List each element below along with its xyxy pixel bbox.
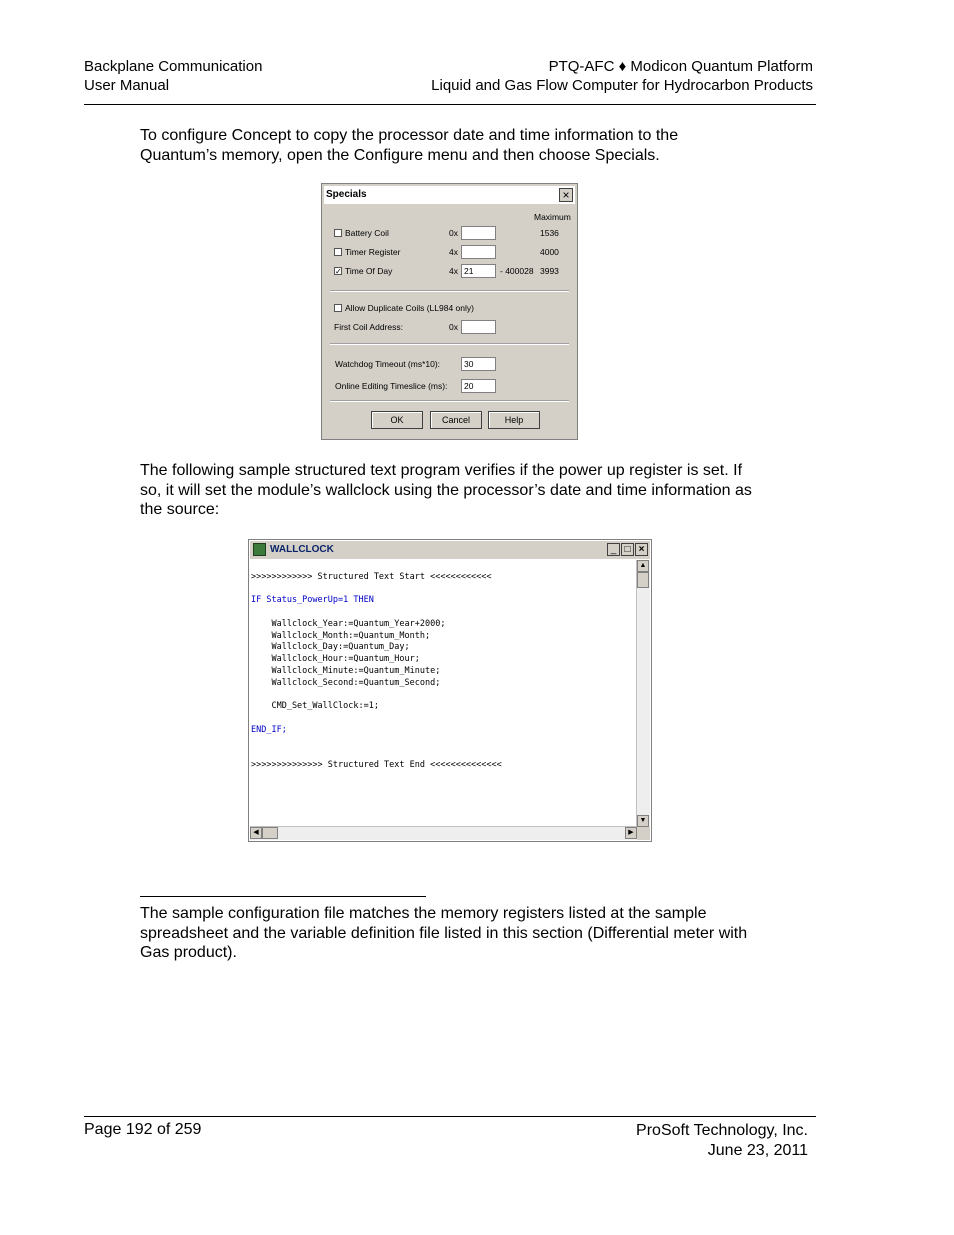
- allow-duplicate-checkbox[interactable]: [334, 304, 342, 312]
- ok-button[interactable]: OK: [371, 411, 423, 429]
- timer-register-checkbox[interactable]: [334, 248, 342, 256]
- code-line: END_IF;: [251, 724, 287, 735]
- specials-dialog: [321, 183, 578, 440]
- footer-right: [636, 1121, 808, 1160]
- scroll-up-icon[interactable]: ▲: [637, 560, 649, 572]
- header-product-desc: Liquid and Gas Flow Computer for Hydrocarbon Products: [431, 77, 813, 94]
- wallclock-title: WALLCLOCK: [270, 544, 334, 555]
- battery-coil-input[interactable]: [461, 226, 496, 240]
- cancel-button[interactable]: Cancel: [430, 411, 482, 429]
- timer-register-input[interactable]: [461, 245, 496, 259]
- header-rule: [84, 104, 816, 105]
- code-line: >>>>>>>>>>>> Structured Text Start <<<<<<<<<<<<: [251, 571, 492, 582]
- scroll-down-icon[interactable]: ▼: [637, 815, 649, 827]
- horizontal-scrollbar[interactable]: [250, 826, 637, 840]
- specials-title-bar: [324, 186, 575, 204]
- scroll-left-icon[interactable]: ◀: [250, 827, 262, 839]
- header-doc-type: User Manual: [84, 77, 170, 94]
- close-icon[interactable]: ×: [635, 543, 648, 556]
- separator: [330, 290, 569, 292]
- maximum-header: Maximum: [534, 212, 571, 222]
- first-coil-prefix: 0x: [449, 322, 458, 332]
- help-button[interactable]: Help: [488, 411, 540, 429]
- maximize-icon[interactable]: □: [621, 543, 634, 556]
- timer-register-label: Timer Register: [345, 247, 401, 257]
- vertical-scrollbar[interactable]: [636, 560, 650, 827]
- header-left: [84, 57, 262, 95]
- time-of-day-checkbox[interactable]: ✓: [335, 267, 342, 276]
- time-of-day-input[interactable]: 21: [461, 264, 496, 278]
- code-line: IF Status_PowerUp=1 THEN: [251, 595, 374, 606]
- scroll-thumb[interactable]: [637, 572, 649, 588]
- wallclock-title-bar: [250, 541, 650, 559]
- code-line: Wallclock_Minute:=Quantum_Minute;: [251, 665, 441, 676]
- first-coil-input[interactable]: [461, 320, 496, 334]
- code-line: [251, 689, 502, 701]
- footnote-paragraph: The sample configuration file matches the memory registers listed at the sample spreadsheet and the variable definition file listed in this section (Differential meter with Gas product).: [140, 905, 748, 961]
- code-line: Wallclock_Month:=Quantum_Month;: [251, 630, 431, 641]
- program-icon: [253, 543, 266, 556]
- code-line: Wallclock_Hour:=Quantum_Hour;: [251, 654, 420, 664]
- code-line: Wallclock_Year:=Quantum_Year+2000;: [251, 618, 446, 629]
- code-line: CMD_Set_WallClock:=1;: [251, 701, 379, 711]
- separator: [330, 343, 569, 345]
- separator: [330, 400, 569, 402]
- online-editing-input[interactable]: 20: [461, 379, 496, 393]
- battery-coil-checkbox[interactable]: [334, 229, 342, 237]
- footnote-rule: [140, 896, 426, 897]
- page-number: Page 192 of 259: [84, 1121, 202, 1138]
- scroll-right-icon[interactable]: ▶: [625, 827, 637, 839]
- online-editing-label: Online Editing Timeslice (ms):: [335, 381, 448, 391]
- code-editor[interactable]: [251, 560, 502, 795]
- header-section-title: Backplane Communication: [84, 58, 263, 75]
- watchdog-label: Watchdog Timeout (ms*10):: [335, 359, 441, 369]
- middle-paragraph: The following sample structured text program verifies if the power up register is set. If so, it will set the module’s wallclock using the processor’s date and time information as the source:: [140, 462, 752, 518]
- watchdog-input[interactable]: 30: [461, 357, 496, 371]
- allow-duplicate-label: Allow Duplicate Coils (LL984 only): [345, 303, 474, 313]
- wallclock-window: [248, 539, 652, 842]
- scroll-thumb[interactable]: [262, 827, 278, 839]
- footer-rule: [84, 1116, 816, 1117]
- code-line: Wallclock_Day:=Quantum_Day;: [251, 642, 410, 653]
- specials-title: Specials: [326, 189, 367, 200]
- intro-paragraph: To configure Concept to copy the processor date and time information to the Quantum’s memory, open the Configure menu and then choose Specials.: [140, 127, 679, 164]
- code-line: >>>>>>>>>>>>>> Structured Text End <<<<<<<<<<<<<<: [251, 759, 502, 770]
- code-line: [251, 607, 502, 619]
- battery-coil-max: 1536: [540, 228, 559, 238]
- company-name: ProSoft Technology, Inc.: [636, 1122, 808, 1139]
- time-of-day-suffix: - 400028: [500, 266, 534, 276]
- time-of-day-label: Time Of Day: [345, 266, 393, 276]
- code-line: [251, 713, 502, 725]
- header-product: PTQ-AFC ♦ Modicon Quantum Platform: [548, 58, 813, 75]
- first-coil-label: First Coil Address:: [334, 322, 403, 332]
- close-icon[interactable]: ×: [559, 188, 573, 202]
- battery-coil-label: Battery Coil: [345, 228, 389, 238]
- header-right: [431, 57, 813, 95]
- code-line: [251, 736, 502, 748]
- battery-coil-prefix: 0x: [449, 228, 458, 238]
- code-line: Wallclock_Second:=Quantum_Second;: [251, 677, 441, 688]
- timer-register-max: 4000: [540, 247, 559, 257]
- size-grip[interactable]: [637, 827, 650, 840]
- publish-date: June 23, 2011: [707, 1141, 808, 1159]
- time-of-day-prefix: 4x: [449, 266, 458, 276]
- minimize-icon[interactable]: _: [607, 543, 620, 556]
- timer-register-prefix: 4x: [449, 247, 458, 257]
- time-of-day-max: 3993: [540, 266, 559, 276]
- code-line: [251, 584, 502, 596]
- code-line: [251, 748, 502, 760]
